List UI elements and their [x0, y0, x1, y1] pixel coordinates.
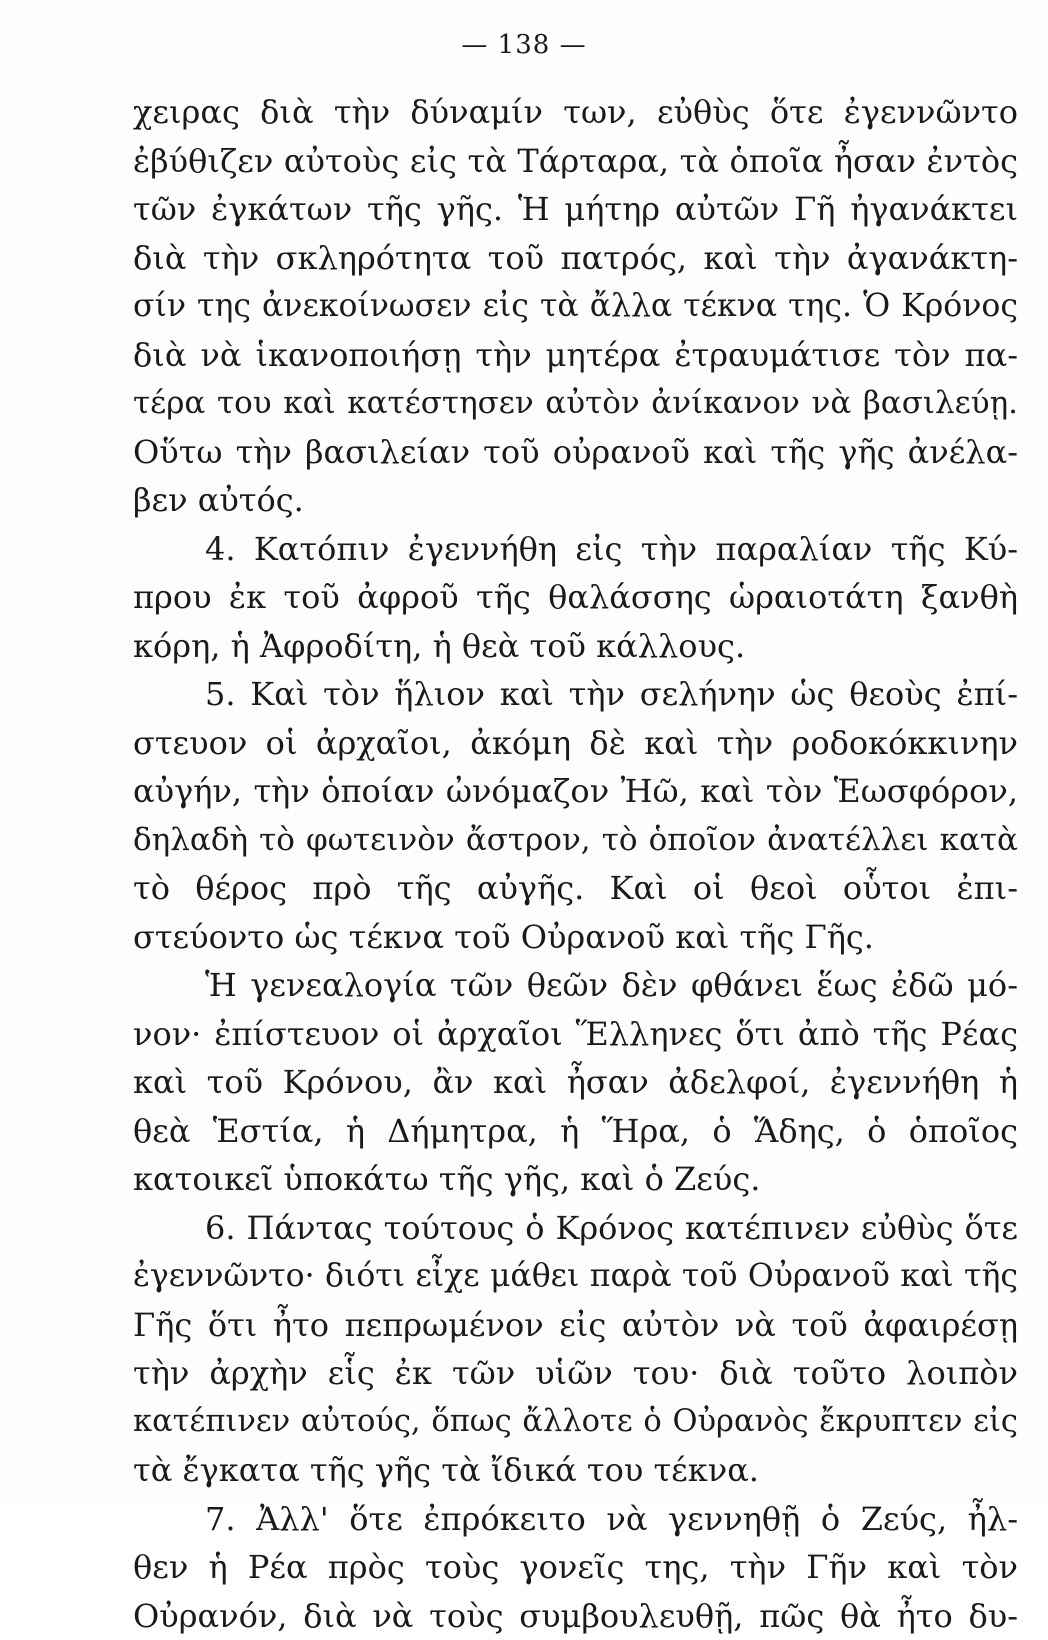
paragraph-genealogy-start: Ἡ γενεαλογία τῶν θεῶν δὲν φθάνει ἕως ἐδῶ μό-: [133, 961, 1018, 1010]
text-line: δηλαδὴ τὸ φωτεινὸν ἄστρον, τὸ ὁποῖον ἀνατέλλει κατὰ: [133, 816, 1018, 865]
text-line: Οὐρανόν, διὰ νὰ τοὺς συμβουλευθῇ, πῶς θὰ ἦτο δυ-: [133, 1592, 1018, 1640]
text-line: στευον οἱ ἀρχαῖοι, ἀκόμη δὲ καὶ τὴν ροδοκόκκινην: [133, 719, 1018, 768]
text-line: διὰ νὰ ἱκανοποιήσῃ τὴν μητέρα ἐτραυμάτισε τὸν πα-: [133, 331, 1018, 380]
paragraph-7-start: 7. Ἀλλ' ὅτε ἐπρόκειτο νὰ γεννηθῇ ὁ Ζεύς, ἦλ-: [133, 1495, 1018, 1544]
text-line: θεὰ Ἑστία, ἡ Δήμητρα, ἡ Ἥρα, ὁ Ἅδης, ὁ ὁποῖος: [133, 1107, 1018, 1156]
paragraph-5-start: 5. Καὶ τὸν ἥλιον καὶ τὴν σελήνην ὡς θεοὺς ἐπί-: [133, 670, 1018, 719]
text-line: τῶν ἐγκάτων τῆς γῆς. Ἡ μήτηρ αὐτῶν Γῆ ἠγανάκτει: [133, 185, 1018, 234]
text-line: διὰ τὴν σκληρότητα τοῦ πατρός, καὶ τὴν ἀγανάκτη-: [133, 234, 1018, 283]
text-line: χειρας διὰ τὴν δύναμίν των, εὐθὺς ὅτε ἐγεννῶντο: [133, 88, 1018, 137]
paragraph-4-start: 4. Κατόπιν ἐγεννήθη εἰς τὴν παραλίαν τῆς Κύ-: [133, 525, 1018, 574]
text-line: νον· ἐπίστευον οἱ ἀρχαῖοι Ἕλληνες ὅτι ἀπὸ τῆς Ρέας: [133, 1010, 1018, 1059]
text-line: τέρα του καὶ κατέστησεν αὐτὸν ἀνίκανον νὰ βασιλεύῃ.: [133, 379, 1018, 428]
text-line: Οὕτω τὴν βασιλείαν τοῦ οὐρανοῦ καὶ τῆς γῆς ἀνέλα-: [133, 428, 1018, 477]
text-line: τὴν ἀρχὴν εἷς ἐκ τῶν υἱῶν του· διὰ τοῦτο λοιπὸν: [133, 1349, 1018, 1398]
text-line: Γῆς ὅτι ἦτο πεπρωμένον εἰς αὐτὸν νὰ τοῦ ἀφαιρέσῃ: [133, 1301, 1018, 1350]
text-line: σίν της ἀνεκοίνωσεν εἰς τὰ ἄλλα τέκνα της. Ὁ Κρόνος: [133, 282, 1018, 331]
text-line: ἐγεννῶντο· διότι εἶχε μάθει παρὰ τοῦ Οὐρανοῦ καὶ τῆς: [133, 1252, 1018, 1301]
text-line: καὶ τοῦ Κρόνου, ἂν καὶ ἦσαν ἀδελφοί, ἐγεννήθη ἡ: [133, 1058, 1018, 1107]
text-line: κατοικεῖ ὑποκάτω τῆς γῆς, καὶ ὁ Ζεύς.: [133, 1155, 1018, 1204]
text-line: τὸ θέρος πρὸ τῆς αὐγῆς. Καὶ οἱ θεοὶ οὗτοι ἐπι-: [133, 864, 1018, 913]
text-line: πρου ἐκ τοῦ ἀφροῦ τῆς θαλάσσης ὡραιοτάτη ξανθὴ: [133, 573, 1018, 622]
text-line: ἐβύθιζεν αὐτοὺς εἰς τὰ Τάρταρα, τὰ ὁποῖα ἦσαν ἐντὸς: [133, 137, 1018, 186]
text-line: αὐγήν, τὴν ὁποίαν ὠνόμαζον Ἠῶ, καὶ τὸν Ἑωσφόρον,: [133, 767, 1018, 816]
paragraph-6-start: 6. Πάντας τούτους ὁ Κρόνος κατέπινεν εὐθὺς ὅτε: [133, 1204, 1018, 1253]
text-line: βεν αὐτός.: [133, 476, 1018, 525]
page-number: — 138 —: [0, 30, 1048, 60]
text-line: θεν ἡ Ρέα πρὸς τοὺς γονεῖς της, τὴν Γῆν καὶ τὸν: [133, 1543, 1018, 1592]
text-line: στεύοντο ὡς τέκνα τοῦ Οὐρανοῦ καὶ τῆς Γῆς.: [133, 913, 1018, 962]
text-line: τὰ ἔγκατα τῆς γῆς τὰ ἴδικά του τέκνα.: [133, 1446, 1018, 1495]
body-text: [133, 88, 1018, 1640]
text-line: κατέπινεν αὐτούς, ὅπως ἄλλοτε ὁ Οὐρανὸς ἔκρυπτεν εἰς: [133, 1398, 1018, 1447]
text-line: κόρη, ἡ Ἀφροδίτη, ἡ θεὰ τοῦ κάλλους.: [133, 622, 1018, 671]
